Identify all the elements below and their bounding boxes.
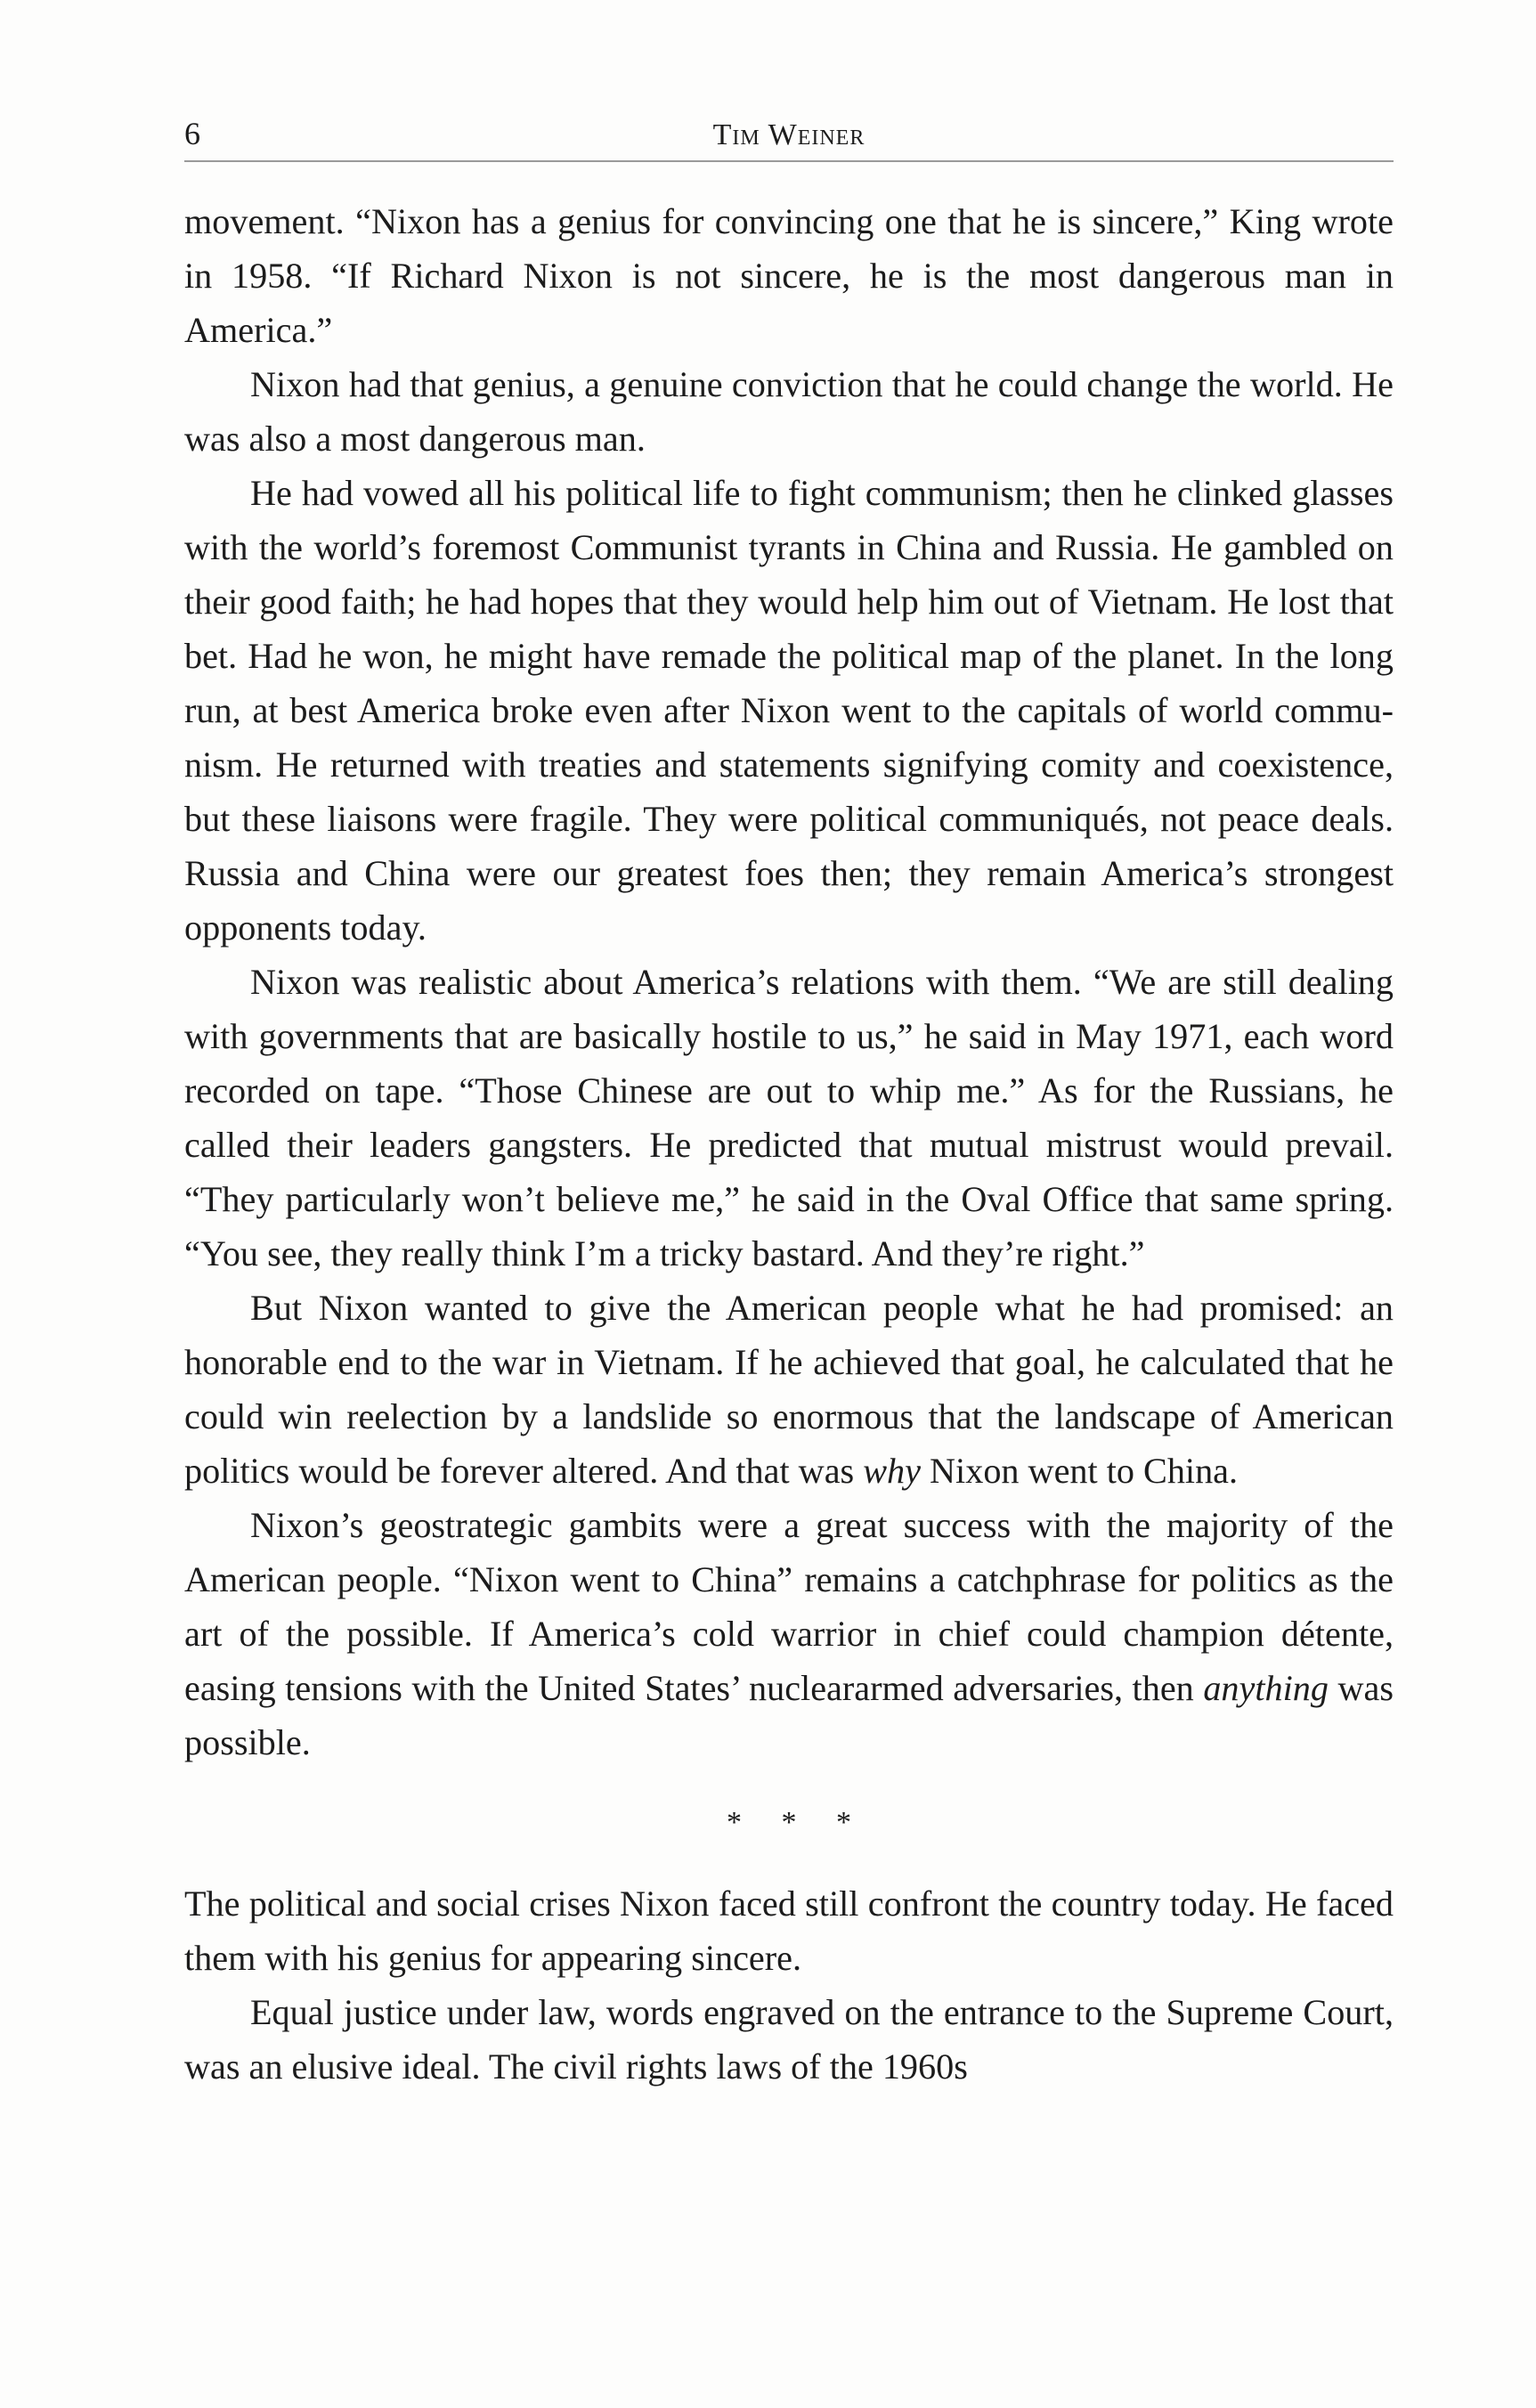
paragraph: The political and social crises Nixon faced still confront the country today. He faced them with his genius for appearing sincere. [184, 1883, 1394, 1978]
paragraph: movement. “Nixon has a genius for convincing one that he is sincere,” King wrote in 1958. “If Richard Nixon is not sincere, he is the most dangerous man in America.” [184, 201, 1394, 350]
paragraph: Nixon was realistic about America’s relations with them. “We are still dealing with governments that are basically hostile to us,” he said in May 1971, each word recorded on tape. “Those Chinese are out to whip me.” As for the Russians, he called their leaders gangsters. He predicted that mutual mistrust would prevail. “They particularly won’t believe me,” he said in the Oval Office that same spring. “You see, they really think I’m a tricky bastard. And they’re right.” [184, 962, 1394, 1273]
section-break: * * * [727, 1806, 867, 1839]
italic-text: anything [1203, 1668, 1329, 1708]
text-run: was possible. [184, 1668, 1394, 1762]
text-run: But Nixon wanted to give the American people what he had promised: an honorable end to the war in Vietnam. If he achieved that goal, he calculated that he could win reelection by a landslide so enormous that the landscape of American politics would be forever altered. And that was [184, 1288, 1394, 1491]
italic-text: why [863, 1451, 921, 1491]
paragraph [184, 1498, 1394, 1769]
paragraph: He had vowed all his political life to fight communism; then he clinked glasses with the world’s foremost Communist tyrants in China and Russia. He gambled on their good faith; he had hopes that they would help him out of Vietnam. He lost that bet. Had he won, he might have remade the political map of the planet. In the long run, at best America broke even after Nixon went to the capitals of world communism. He returned with treaties and statements signifying comity and coexistence, but these liaisons were fragile. They were political communiqués, not peace deals. Russia and China were our greatest foes then; they remain America’s strongest opponents today. [184, 473, 1394, 948]
text-run: Nixon’s geostrategic gambits were a great success with the majority of the American people. “Nixon went to China” remains a catchphrase for politics as the art of the possible. If America’s cold warrior in chief could champion détente, easing tensions with the United States’ nucleararmed adversaries, then [184, 1505, 1394, 1708]
page-number: 6 [184, 116, 200, 151]
paragraph [184, 1281, 1394, 1498]
paragraph: Equal justice under law, words engraved on the entrance to the Supreme Court, was an elusive ideal. The civil rights laws of the 1960s [184, 1992, 1394, 2087]
header-rule [184, 160, 1394, 162]
paragraph: Nixon had that genius, a genuine conviction that he could change the world. He was also a most dangerous man. [184, 364, 1394, 459]
text-run: Nixon went to China. [920, 1451, 1239, 1491]
body-text [184, 194, 1394, 2094]
running-title: Tim Weiner [712, 118, 866, 151]
running-head [184, 114, 1394, 167]
